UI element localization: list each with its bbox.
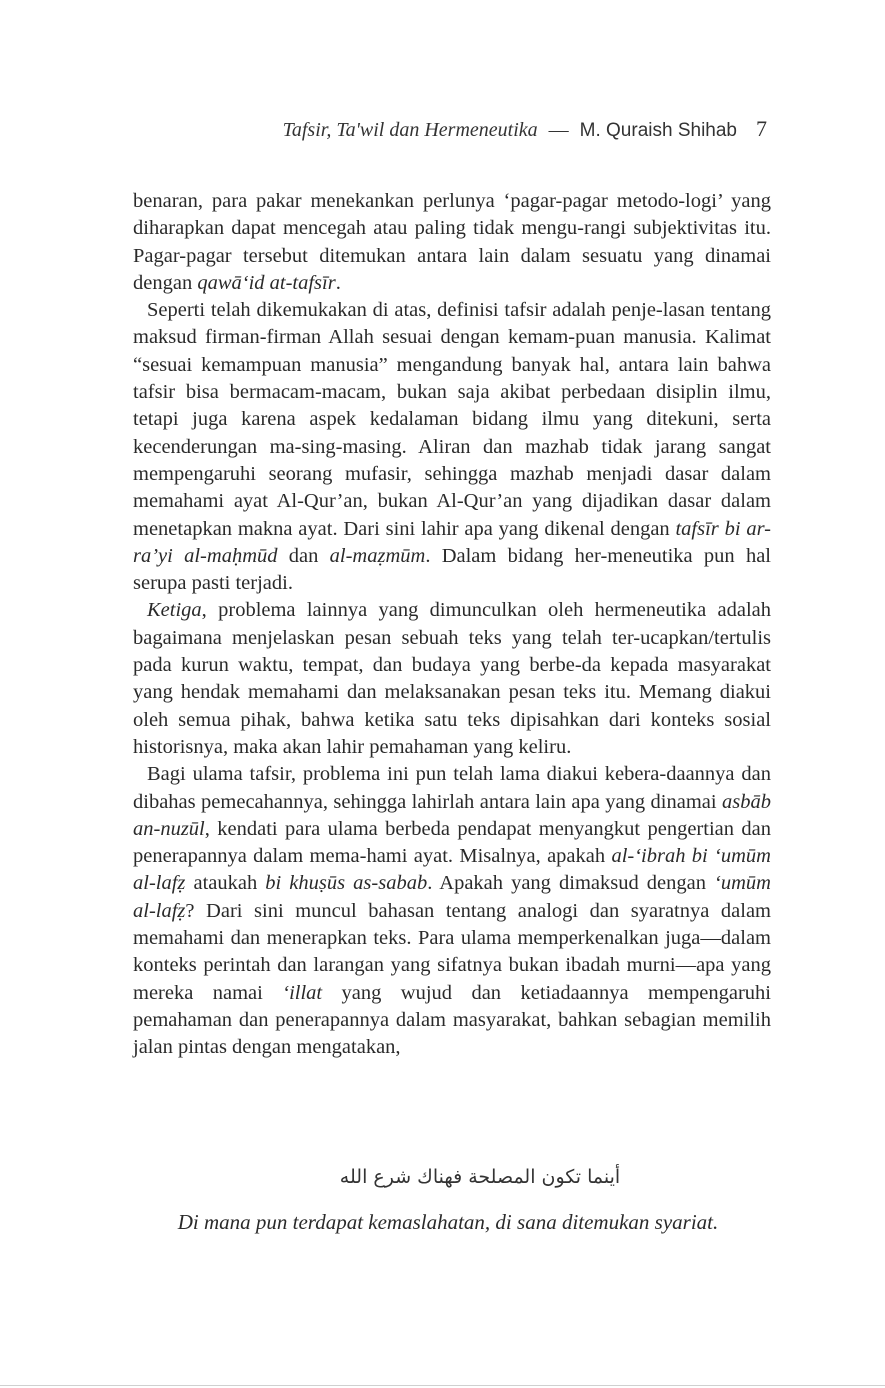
italic-term: Ketiga [147,599,202,622]
page-number: 7 [756,116,767,141]
page-edge-rule [0,1385,885,1386]
italic-term: ‘umūm al-lafẓ [133,872,771,922]
text-run: ataukah [185,872,266,895]
arabic-quote: أينما تكون المصلحة فهناك شرع الله [339,1166,621,1188]
text-run: dan [277,544,330,567]
header-separator: — [548,119,569,141]
author-name: M. Quraish Shihab [579,120,737,141]
running-header [283,116,767,142]
text-run: benaran, para pakar menekankan perlunya ‘pagar-pagar metodo-logi’ yang diharapkan dapat mencegah atau paling tidak mengu-rangi subjektivitas itu. Pagar-pagar tersebut ditemukan antara lain dalam sesuatu yang dinamai dengan [133,190,771,294]
italic-term: ‘illat [282,981,323,1004]
text-run: . Dalam bidang her-meneutika pun hal serupa pasti terjadi. [133,544,771,595]
text-run: . Apakah yang dimaksud dengan [427,872,715,895]
body-paragraph [133,597,771,761]
quote-translation: Di mana pun terdapat kemaslahatan, di sana ditemukan syariat. [177,1210,719,1234]
italic-term: al-maẓmūm [329,544,426,567]
text-run: , kendati para ulama berbeda pendapat menyangkut pengertian dan penerapannya dalam mema-hami ayat. Misalnya, apakah [133,817,771,868]
text-run: , problema lainnya yang dimunculkan oleh hermeneutika adalah bagaimana menjelaskan pesan sebuah teks yang telah ter-ucapkan/tertulis pada kurun waktu, tempat, dan budaya yang berbe-da kepada masyarakat yang hendak memahami dan melaksanakan pesan teks itu. Memang diakui oleh semua pihak, bahwa ketika satu teks dipisahkan dari konteks sosial historisnya, maka akan lahir pemahaman yang keliru. [133,599,771,758]
body-paragraph [133,188,771,297]
text-run: Bagi ulama tafsir, problema ini pun telah lama diakui kebera-daannya dan dibahas pemecahannya, sehingga lahirlah antara lain apa yang dinamai [133,763,771,813]
text-run: ? Dari sini muncul bahasan tentang analogi dan syaratnya dalam memahami dan menerapkan teks. Para ulama memperkenalkan juga—dalam konteks perintah dan larangan yang sifatnya bukan ibadah murni—apa yang mereka namai [133,899,771,1004]
italic-term: tafsīr bi ar-ra’yi al-maḥmūd [133,517,771,567]
italic-term: qawā‘id at-tafsīr [197,271,336,294]
book-title: Tafsir, Ta'wil dan Hermeneutika [282,119,538,141]
italic-term: bi khuṣūs as-sabab [265,872,428,895]
text-run: Seperti telah dikemukakan di atas, definisi tafsir adalah penje-lasan tentang maksud firman-firman Allah sesuai dengan kemam-puan manusia. Kalimat “sesuai kemampuan manusia” mengandung banyak hal, antara lain bahwa tafsir bisa bermacam-macam, bukan saja akibat perbedaan disiplin ilmu, tetapi juga karena aspek kedalaman bidang ilmu yang ditekuni, serta kecenderungan ma-sing-masing. Aliran dan mazhab tidak jarang sangat mempengaruhi seorang mufasir, sehingga mazhab menjadi dasar dalam memahami ayat Al-Qur’an, bukan Al-Qur’an yang dijadikan dasar dalam menetapkan makna ayat. Dari sini lahir apa yang dikenal dengan [133,299,771,540]
text-run: . [335,271,341,294]
body-text [133,188,771,1062]
italic-term: al-‘ibrah bi ‘umūm al-lafẓ [133,845,771,895]
body-paragraph [133,297,771,597]
text-run: yang wujud dan ketiadaannya mempengaruhi pemahaman dan penerapannya dalam masyarakat, bahkan sebagian memilih jalan pintas dengan mengatakan, [133,981,771,1059]
body-paragraph [133,761,771,1061]
italic-term: asbāb an-nuzūl [133,790,771,840]
